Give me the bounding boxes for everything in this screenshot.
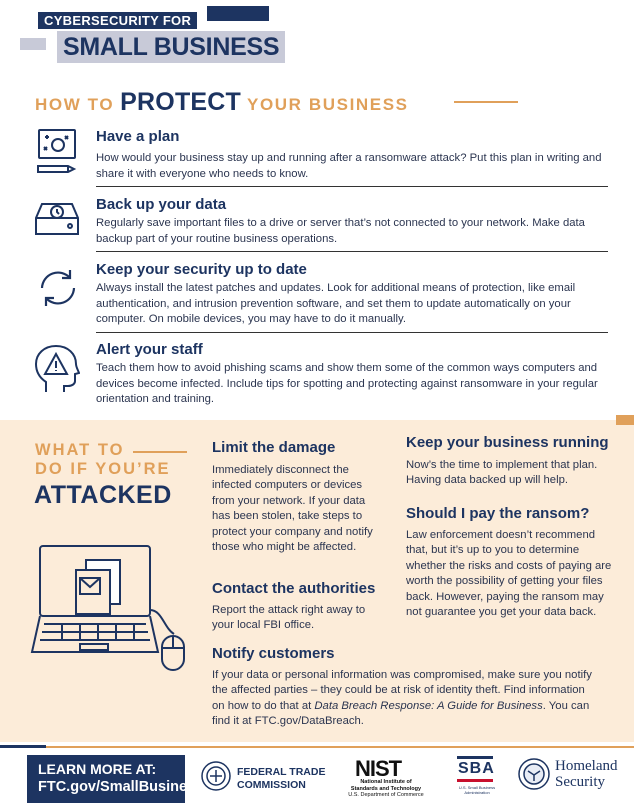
header-accent-block	[207, 6, 269, 21]
notify-text-part-1: If your data or personal information was compromised, make sure you notify the affected parties – they could be at risk of identity theft. Find information on how to do that at	[212, 669, 592, 712]
plan-board-icon	[34, 128, 82, 176]
protect-title	[35, 88, 409, 117]
item-heading: Back up your data	[96, 196, 227, 213]
refresh-arrows-icon	[34, 264, 82, 312]
dhs-name-line-1: Homeland	[555, 758, 618, 774]
limit-heading: Limit the damage	[212, 439, 336, 456]
ransom-heading: Should I pay the ransom?	[406, 505, 590, 522]
footer-rule-accent	[0, 745, 46, 748]
item-text: Always install the latest patches and updates. Look for additional means of protection, like email authentication, and intrusion prevention software, and set them to update automatically on your computer. On mobile devices, you may have to do it manually.	[96, 282, 576, 325]
dhs-name-line-2: Security	[555, 774, 605, 790]
nist-subtitle-line-3: U.S. Department of Commerce	[348, 792, 424, 798]
separator	[96, 251, 608, 252]
item-text: How would your business stay up and running after a ransomware attack? Put this plan in writing and share it with everyone who needs to know.	[96, 152, 602, 180]
footer-rule	[0, 746, 634, 748]
sba-subtitle: U.S. Small Business Administration	[458, 785, 496, 795]
item-heading: Keep your security up to date	[96, 261, 307, 278]
attacked-label: ATTACKED	[34, 481, 172, 509]
item-text: Regularly save important files to a drive or server that’s not connected to your network. Make data backup part of your routine business operations.	[96, 217, 585, 245]
item-heading: Alert your staff	[96, 341, 203, 358]
learn-more-label: LEARN MORE AT:	[38, 761, 157, 777]
separator	[96, 186, 608, 187]
dhs-name	[555, 758, 617, 790]
learn-more-link[interactable]: FTC.gov/SmallBusiness	[38, 779, 204, 795]
protect-title-pre: HOW TO	[35, 95, 115, 114]
notify-text-part-2: . You can find it at FTC.gov/DataBreach.	[212, 699, 590, 728]
separator	[96, 332, 608, 333]
protect-title-main: PROTECT	[120, 88, 242, 116]
nist-subtitle-line-1: National Institute of	[360, 779, 412, 785]
keep-running-text: Now’s the time to implement that plan. Having data backed up will help.	[406, 459, 598, 487]
infected-laptop-icon	[30, 540, 190, 680]
ftc-name-line-1: FEDERAL TRADE	[237, 766, 326, 778]
keep-running-heading: Keep your business running	[406, 434, 609, 451]
ftc-seal-icon	[200, 760, 232, 792]
nist-logo-text: NIST	[355, 756, 402, 781]
nist-subtitle	[343, 779, 429, 799]
what-to-label: WHAT TO	[35, 441, 125, 459]
limit-text: Immediately disconnect the infected computers or devices from your network. If your data has been stolen, take steps to protect your company and notify those who might be affected.	[212, 464, 373, 554]
do-if-label: DO IF YOU’RE	[35, 460, 171, 478]
sba-logo-text: SBA	[458, 760, 495, 777]
dhs-seal-icon	[517, 757, 551, 791]
warning-head-icon	[30, 342, 78, 390]
contact-heading: Contact the authorities	[212, 580, 376, 597]
section-accent-tab	[616, 415, 634, 425]
what-to-rule	[133, 451, 187, 453]
header-line-1: CYBERSECURITY FOR	[38, 12, 197, 29]
notify-heading: Notify customers	[212, 645, 335, 662]
protect-title-post: YOUR BUSINESS	[247, 95, 409, 114]
notify-text	[212, 668, 597, 730]
contact-text: Report the attack right away to your local FBI office.	[212, 604, 366, 632]
item-heading: Have a plan	[96, 128, 180, 145]
header-line-2: SMALL BUSINESS	[57, 31, 285, 63]
backup-drive-icon	[34, 196, 82, 244]
notify-guide-title: Data Breach Response: A Guide for Business	[314, 699, 543, 712]
ransom-text: Law enforcement doesn’t recommend that, but it’s up to you to determine whether the risks and costs of paying are worth the possibility of getting your files back. However, paying the ransom may not guarantee you get your data back.	[406, 529, 612, 619]
nist-subtitle-line-2: Standards and Technology	[350, 785, 422, 792]
ftc-name-line-2: COMMISSION	[237, 779, 306, 791]
title-rule	[454, 101, 518, 103]
header-grey-block	[20, 38, 46, 50]
item-text: Teach them how to avoid phishing scams and show them some of the common ways computers and devices become infected. Include tips for spotting and protecting against ransomware in your regular orientation and training.	[96, 362, 598, 405]
